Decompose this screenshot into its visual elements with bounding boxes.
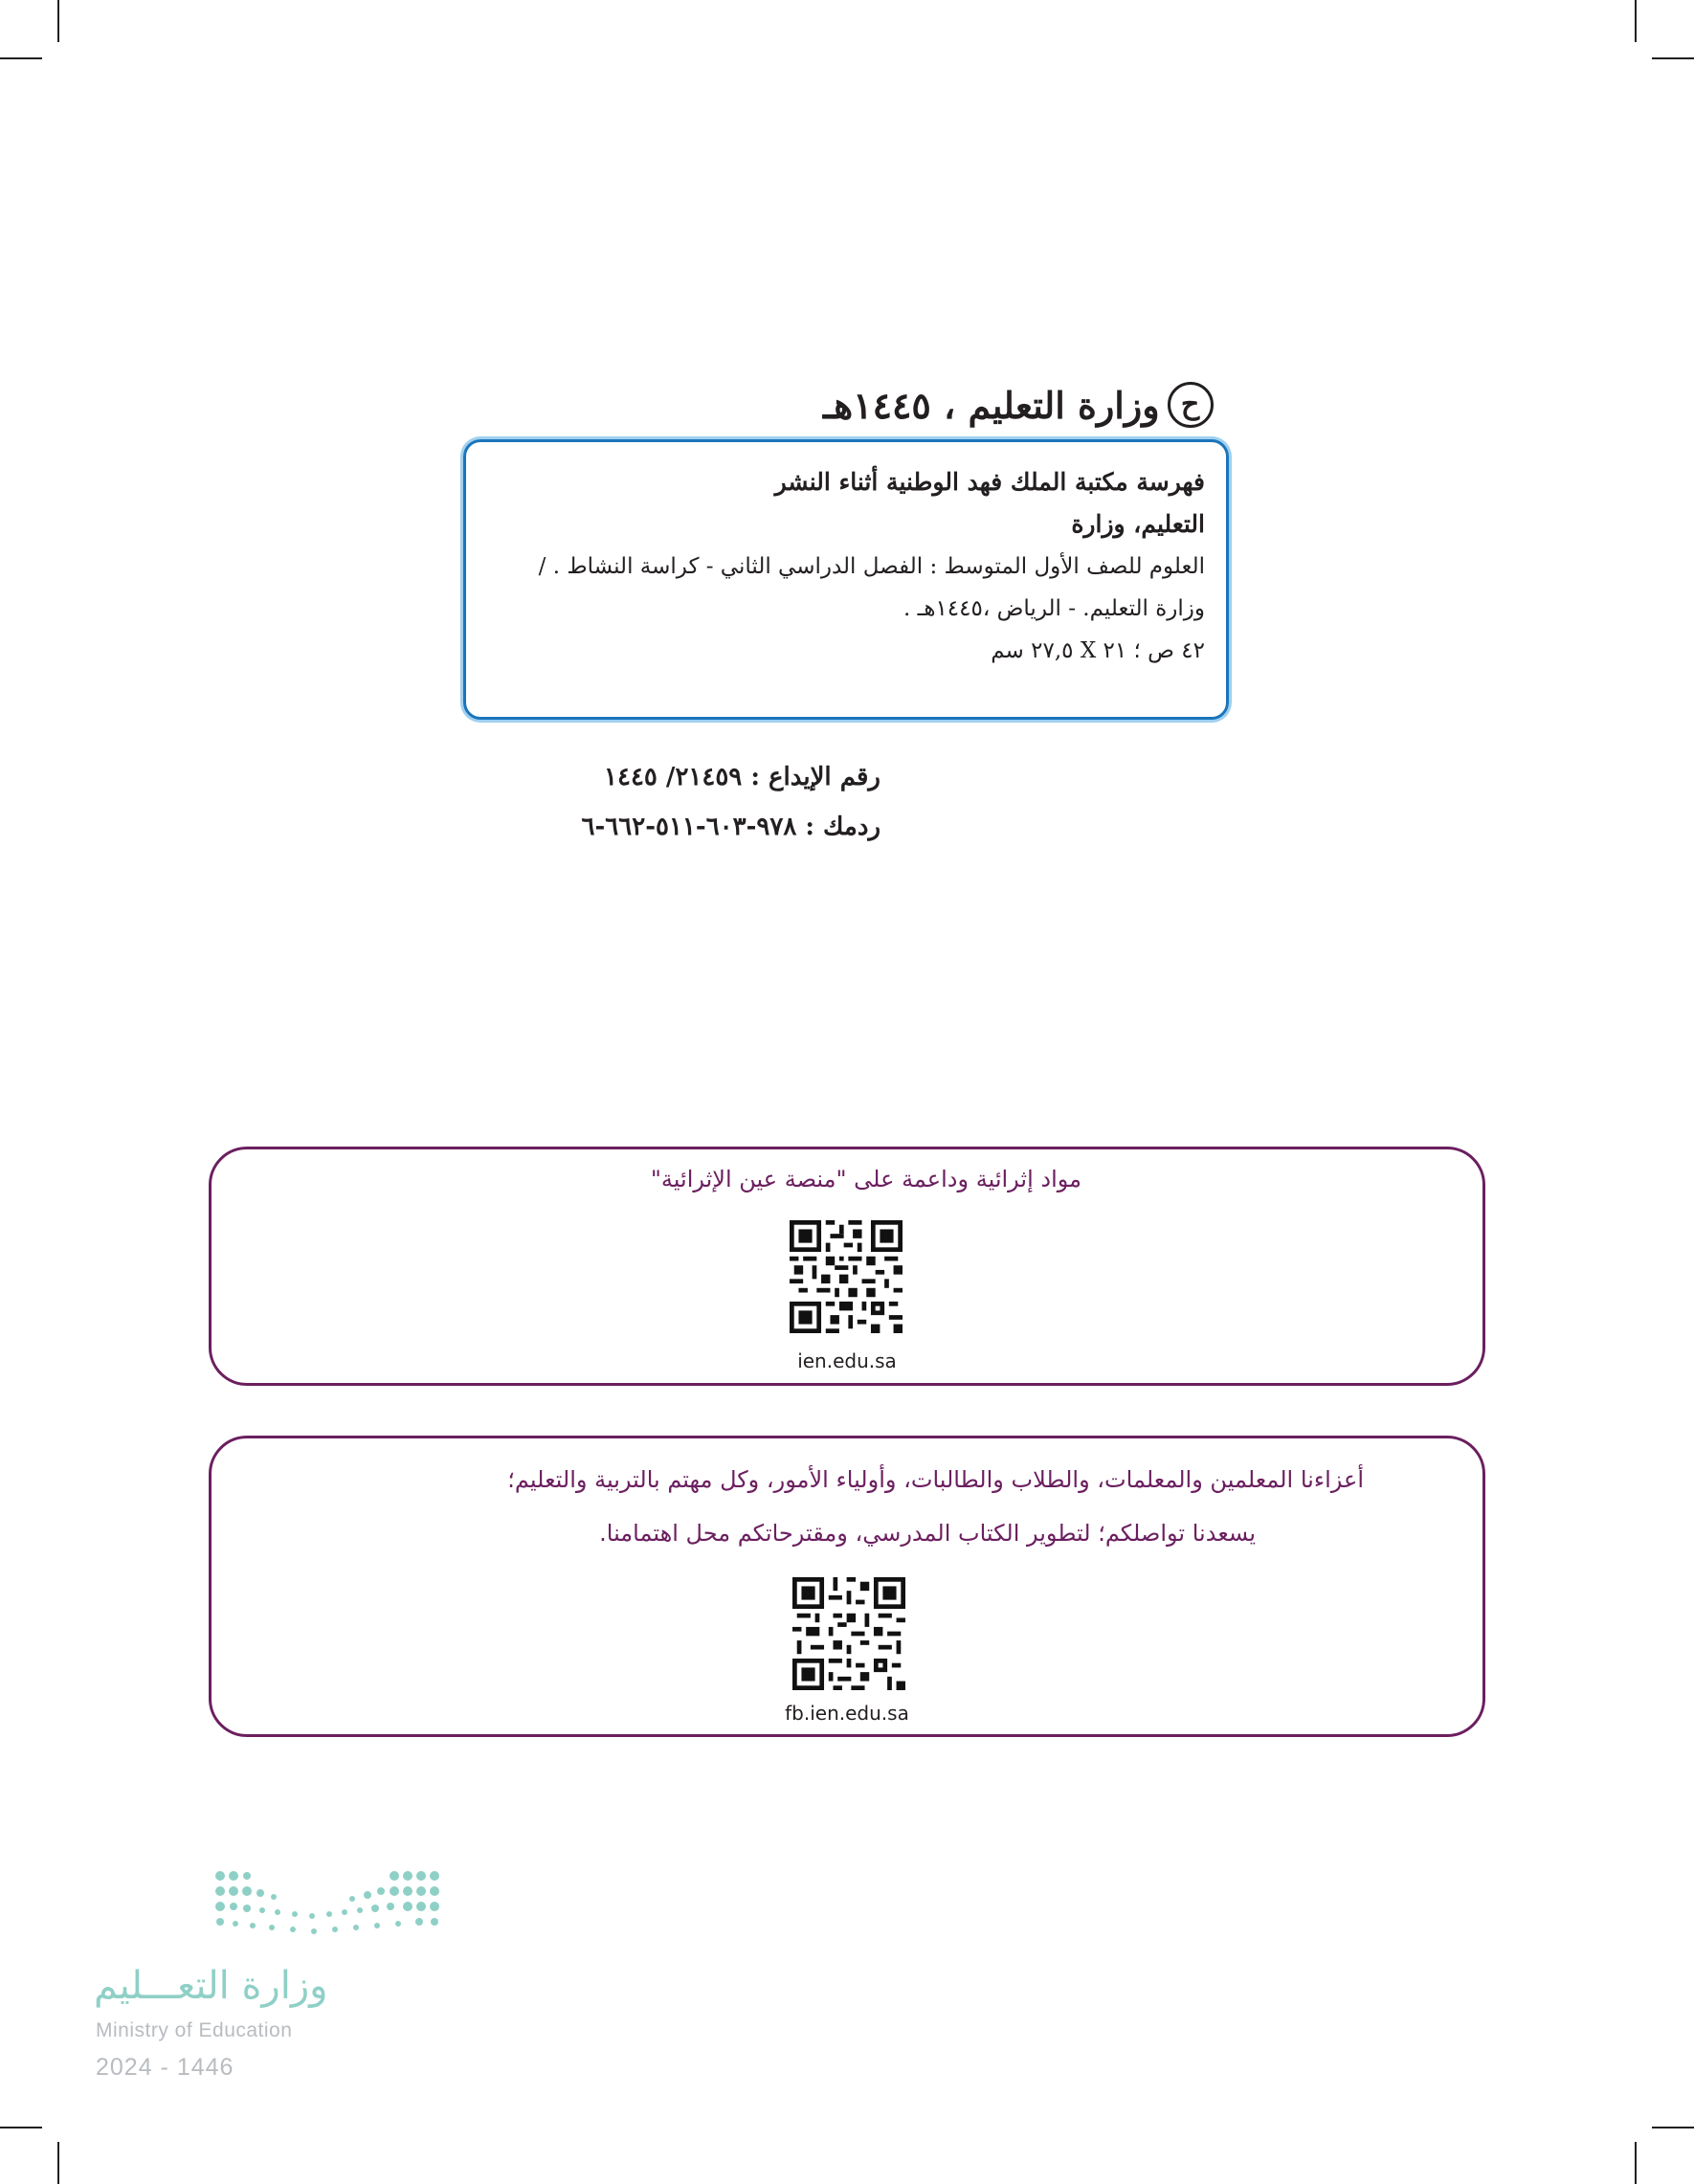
qr-code-graphic (792, 1577, 905, 1690)
qr-code-icon[interactable] (792, 1577, 905, 1690)
copyright-line (823, 378, 1235, 432)
isbn-value: ٩٧٨-٦٠٣-٥١١-٦٦٢-٦ (581, 813, 797, 841)
cip-publisher-line: وزارة التعليم. - الرياض ،١٤٤٥هـ . (903, 596, 1205, 621)
feedback-line-1: أعزاءنا المعلمين والمعلمات، والطلاب والطالبات، وأولياء الأمور، وكل مهتم بالتربية والتعليم؛ (507, 1466, 1364, 1493)
crop-mark (1652, 2127, 1694, 2128)
ministry-logo-icon (209, 1868, 448, 1945)
ministry-logo-english: Ministry of Education (96, 2019, 293, 2041)
ministry-logo-year: 2024 - 1446 (96, 2054, 234, 2081)
crop-mark (57, 2142, 59, 2184)
deposit-label: رقم الإيداع : (750, 763, 880, 791)
crop-mark (0, 2127, 42, 2128)
cip-title-line: العلوم للصف الأول المتوسط : الفصل الدراسي الثاني - كراسة النشاط . / (538, 554, 1205, 579)
cip-extent-line: ٤٢ ص ؛ ٢١ X ٢٧,٥ سم (991, 638, 1205, 663)
qr-code-graphic (790, 1220, 903, 1333)
enrichment-url[interactable]: ien.edu.sa (797, 1349, 897, 1372)
ministry-logo-arabic: وزارة التعـــليم (94, 1964, 328, 2008)
deposit-value: ٢١٤٥٩/ ١٤٤٥ (604, 763, 743, 791)
crop-mark (1652, 57, 1694, 59)
copyright-text: وزارة التعليم ، ١٤٤٥هـ (823, 383, 1160, 427)
crop-mark (1635, 2142, 1637, 2184)
cip-heading: فهرسة مكتبة الملك فهد الوطنية أثناء النشر (774, 468, 1205, 496)
feedback-url[interactable]: fb.ien.edu.sa (785, 1702, 909, 1725)
crop-mark (0, 57, 42, 59)
qr-code-icon[interactable] (790, 1220, 903, 1333)
deposit-number-row (479, 752, 880, 802)
isbn-row (479, 802, 880, 852)
enrichment-text: مواد إثرائية وداعمة على "منصة عين الإثرائية" (650, 1166, 1081, 1192)
deposit-info (479, 752, 880, 852)
cataloging-box (463, 439, 1229, 720)
crop-mark (1635, 0, 1637, 42)
feedback-line-2: يسعدنا تواصلكم؛ لتطوير الكتاب المدرسي، ومقترحاتكم محل اهتمامنا. (599, 1520, 1256, 1547)
copyright-mark-icon: ح (1168, 382, 1214, 428)
isbn-label: ردمك : (805, 813, 880, 841)
cip-author: التعليم، وزارة (1071, 510, 1205, 538)
crop-mark (57, 0, 59, 42)
